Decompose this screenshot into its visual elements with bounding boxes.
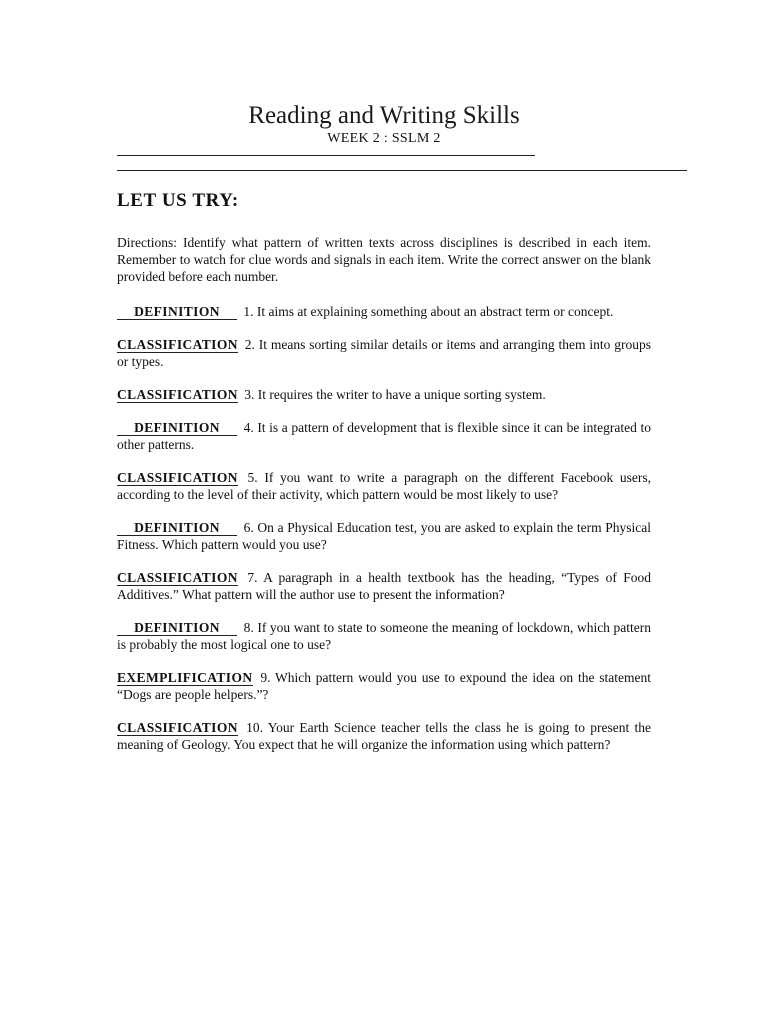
- directions-paragraph: Directions: Identify what pattern of written texts across disciplines is described in each item. Remember to watch for clue words and signals in each item. Write the correct answer on the blank provided before each number.: [117, 235, 651, 284]
- question-item: [117, 419, 651, 453]
- answer-blank: CLASSIFICATION: [117, 337, 238, 352]
- question-text: 7. A paragraph in a health textbook has the heading, “Types of Food Additives.” What pattern will the author use to present the information?: [117, 570, 652, 602]
- question-text: 6. On a Physical Education test, you are asked to explain the term Physical Fitness. Which pattern would you use?: [117, 520, 651, 552]
- question-item: [117, 386, 651, 403]
- question-item: [117, 336, 651, 370]
- question-text: 2. It means sorting similar details or items and arranging them into groups or types.: [117, 337, 651, 369]
- answer-blank: CLASSIFICATION: [117, 387, 238, 402]
- question-text: 4. It is a pattern of development that is flexible since it can be integrated to other patterns.: [117, 420, 651, 452]
- answer-blank: DEFINITION: [117, 520, 237, 536]
- question-text: 8. If you want to state to someone the meaning of lockdown, which pattern is probably the most logical one to use?: [117, 620, 652, 652]
- question-item: [117, 719, 651, 753]
- question-item: [117, 469, 651, 503]
- answer-blank: DEFINITION: [117, 420, 237, 436]
- document-title: Reading and Writing Skills: [248, 102, 520, 129]
- section-heading: LET US TRY:: [117, 190, 239, 211]
- answer-blank: CLASSIFICATION: [117, 720, 238, 735]
- answer-blank: DEFINITION: [117, 620, 237, 636]
- document-subtitle: WEEK 2 : SSLM 2: [327, 131, 441, 146]
- question-item: [117, 569, 651, 603]
- question-item: [117, 619, 651, 653]
- question-text: 1. It aims at explaining something about an abstract term or concept.: [243, 304, 614, 319]
- answer-blank: EXEMPLIFICATION: [117, 670, 253, 685]
- question-text: 9. Which pattern would you use to expound the idea on the statement “Dogs are people helpers.”?: [117, 670, 652, 702]
- answer-blank: CLASSIFICATION: [117, 570, 238, 585]
- header-divider-long: [117, 170, 687, 171]
- question-text: 5. If you want to write a paragraph on the different Facebook users, according to the level of their activity, which pattern would be most likely to use?: [117, 470, 651, 502]
- question-item: [117, 669, 651, 703]
- question-item: [117, 303, 651, 320]
- question-item: [117, 519, 651, 553]
- answer-blank: CLASSIFICATION: [117, 470, 238, 485]
- question-text: 3. It requires the writer to have a unique sorting system.: [244, 387, 546, 402]
- question-list: [117, 303, 651, 769]
- answer-blank: DEFINITION: [117, 304, 237, 320]
- question-text: 10. Your Earth Science teacher tells the class he is going to present the meaning of Geology. You expect that he will organize the information using which pattern?: [117, 720, 651, 752]
- header-divider-short: [117, 155, 535, 156]
